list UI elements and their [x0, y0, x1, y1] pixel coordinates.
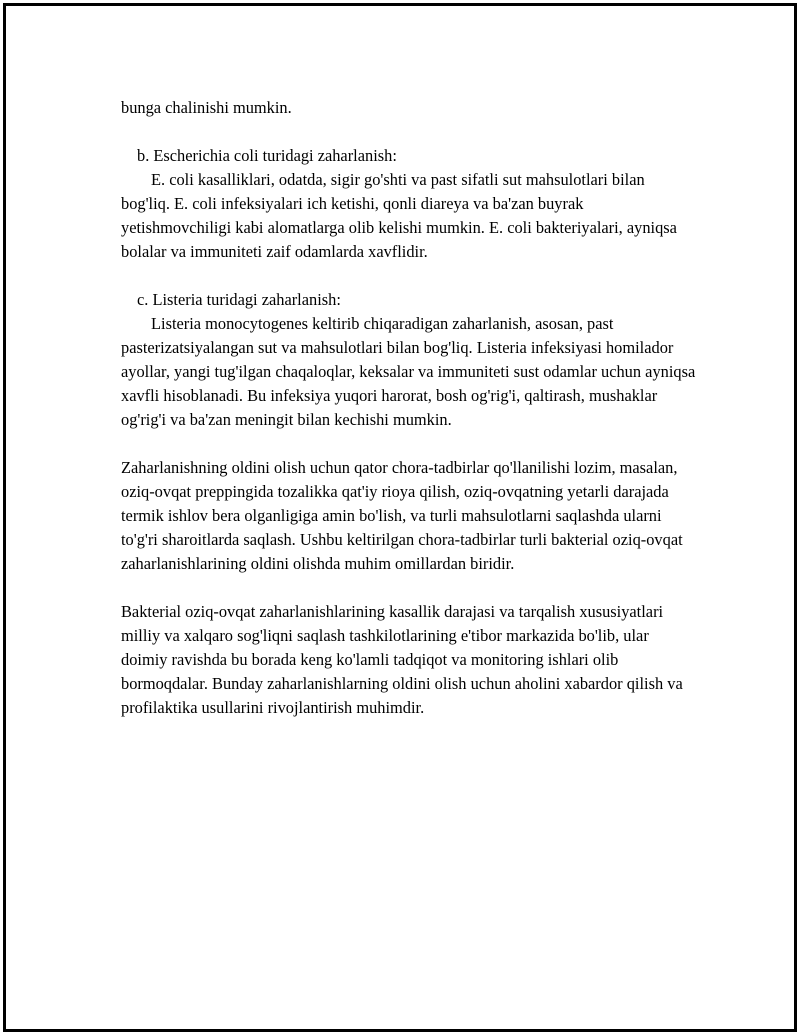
prevention-paragraph: Zaharlanishning oldini olish uchun qator chora-tadbirlar qo'llanilishi lozim, masalan, oziq-ovqat preppingida tozalikka qat'iy rioya qilish, oziq-ovqatning yetarli darajada termik ishlov bera olganligiga amin bo'lish, va turli mahsulotlarni saqlashda ularni to'g'ri sharoitlarda saqlash. Ushbu keltirilgan chora-tadbirlar turli bakterial oziq-ovqat zaharlanishlarining oldini olishda muhim omillardan biridir.: [121, 458, 683, 573]
document-body: [121, 96, 696, 720]
section-b-heading: b. Escherichia coli turidagi zaharlanish:: [137, 146, 397, 165]
page-frame: [3, 3, 797, 1032]
paragraph-gap: [121, 432, 696, 456]
paragraph-gap: [121, 264, 696, 288]
section-c-heading: c. Listeria turidagi zaharlanish:: [137, 290, 341, 309]
section-b-body: E. coli kasalliklari, odatda, sigir go'shti va past sifatli sut mahsulotlari bilan bog'liq. E. coli infeksiyalari ich ketishi, qonli diareya va ba'zan buyrak yetishmovchiligi kabi alomatlarga olib kelishi mumkin. E. coli bakteriyalari, ayniqsa bolalar va immuniteti zaif odamlarda xavflidir.: [121, 170, 677, 261]
intro-paragraph: bunga chalinishi mumkin.: [121, 98, 292, 117]
paragraph-gap: [121, 576, 696, 600]
section-c-body: Listeria monocytogenes keltirib chiqaradigan zaharlanish, asosan, past pasterizatsiyalangan sut va mahsulotlari bilan bog'liq. Listeria infeksiyasi homilador ayollar, yangi tug'ilgan chaqaloqlar, keksalar va immuniteti sust odamlar uchun ayniqsa xavfli hisoblanadi. Bu infeksiya yuqori harorat, bosh og'rig'i, qaltirash, mushaklar og'rig'i va ba'zan meningit bilan kechishi mumkin.: [121, 314, 696, 429]
conclusion-paragraph: Bakterial oziq-ovqat zaharlanishlarining kasallik darajasi va tarqalish xususiyatlari milliy va xalqaro sog'liqni saqlash tashkilotlarining e'tibor markazida bo'lib, ular doimiy ravishda bu borada keng ko'lamli tadqiqot va monitoring ishlari olib bormoqdalar. Bunday zaharlanishlarning oldini olish uchun aholini xabardor qilish va profilaktika usullarini rivojlantirish muhimdir.: [121, 602, 683, 717]
paragraph-gap: [121, 120, 696, 144]
